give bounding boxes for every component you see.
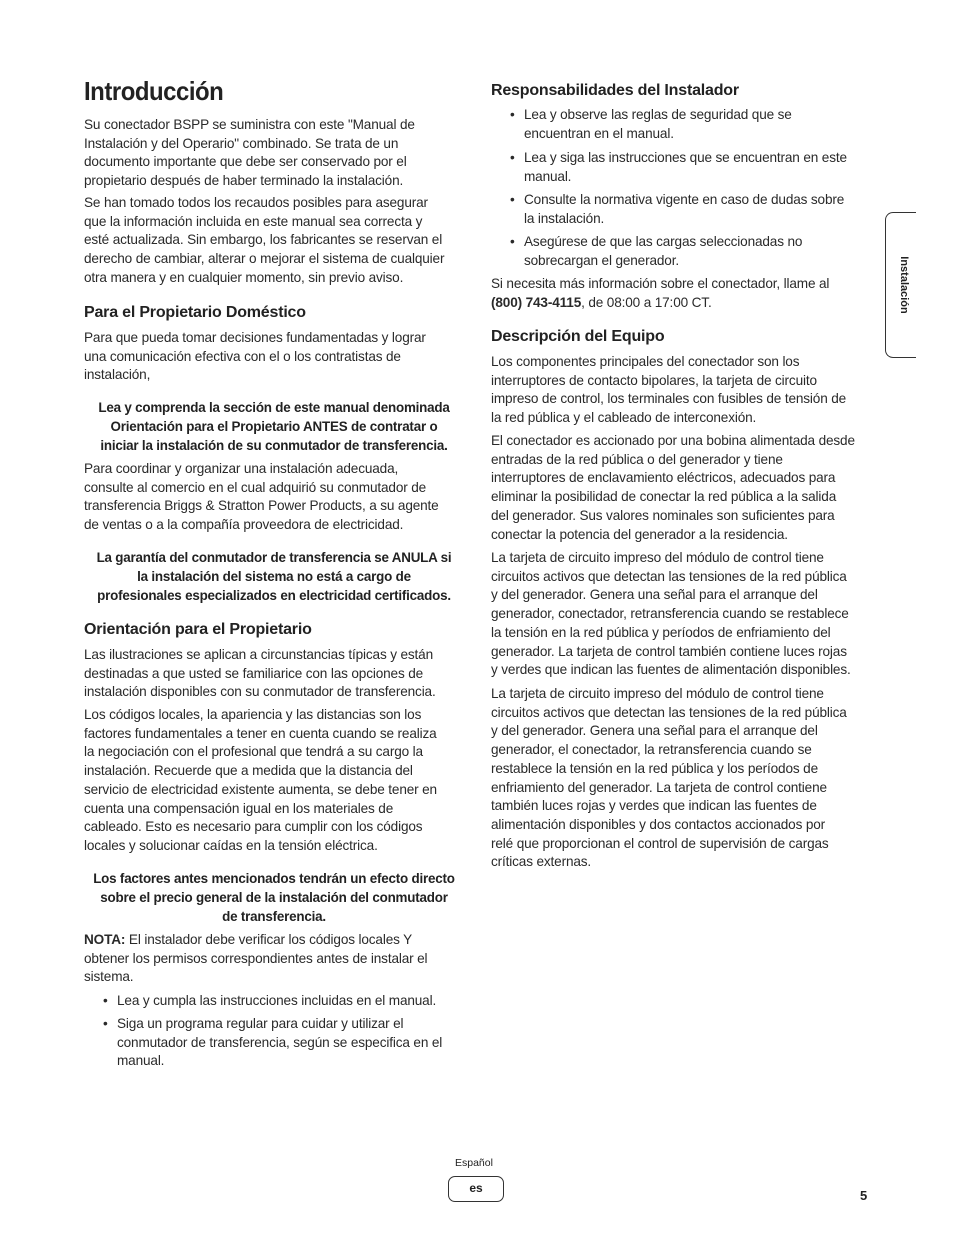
bullet-line: conmutador de transferencia, según se especifica en el bbox=[117, 1034, 443, 1050]
note-label: NOTA: bbox=[84, 932, 126, 947]
language-label: Español bbox=[455, 1157, 493, 1169]
note-line-1: El instalador debe verificar los códigos locales Y bbox=[125, 932, 413, 947]
equipment-paragraph-2 bbox=[491, 432, 855, 544]
equipment-paragraph-3 bbox=[491, 549, 851, 680]
owner-bold-notice-2 bbox=[84, 548, 464, 605]
text-line: generador, el conectador, la retransferencia cuando se bbox=[491, 742, 812, 758]
text-line: la red pública y el cableado de interconexión. bbox=[491, 410, 757, 426]
text-line: generador, conectador, retransferencia cuando se restablece bbox=[491, 606, 849, 622]
text-line: cuenta una compensación igual en los materiales de bbox=[84, 800, 394, 816]
contact-phone: (800) 743-4115 bbox=[491, 294, 582, 310]
orientation-bullet-2 bbox=[103, 1015, 443, 1071]
bullet-dot: • bbox=[103, 993, 108, 1008]
note-line-2: obtener los permisos correspondientes antes de instalar el bbox=[84, 950, 428, 966]
text-line: consulte al comercio en el cual adquirió su conmutador de bbox=[84, 479, 427, 495]
text-line: transferencia Briggs & Stratton Power Products, a su agente bbox=[84, 498, 439, 514]
text-line: Orientación para el Propietario ANTES de contratar o bbox=[110, 419, 438, 434]
text-line: Se han tomado todos los recaudos posibles para asegurar bbox=[84, 195, 428, 210]
text-line: restablece la tensión en la red pública y los períodos de bbox=[491, 760, 818, 776]
bullet-dot: • bbox=[510, 107, 515, 122]
owner-bold-notice-1 bbox=[84, 398, 464, 455]
bullet-line: Siga un programa regular para cuidar y utilizar el bbox=[117, 1016, 404, 1031]
page-title: Introducción bbox=[84, 76, 224, 106]
text-line: circuitos activos que detectan las tensiones de la red pública bbox=[491, 704, 847, 720]
contact-line-1: Si necesita más información sobre el conectador, llame al bbox=[491, 276, 830, 291]
text-line: enfriamiento del generador. La tarjeta de control contiene bbox=[491, 779, 827, 795]
text-line: Para coordinar y organizar una instalación adecuada, bbox=[84, 461, 399, 476]
text-line: conectar la potencia del generador a la residencia. bbox=[491, 526, 788, 542]
text-line: Los códigos locales, la apariencia y las distancias son los bbox=[84, 707, 422, 722]
text-line: esté actualizada. Sin embargo, los fabricantes se reservan el bbox=[84, 232, 443, 248]
text-line: cableado. Esto es necesario para cumplir con los códigos bbox=[84, 819, 423, 835]
text-line: generador. La tarjeta de control también contiene luces rojas bbox=[491, 643, 847, 659]
bullet-dot: • bbox=[510, 150, 515, 165]
text-line: propietario después de haber terminado la instalación. bbox=[84, 173, 404, 189]
text-line: y del generador. Genera una señal para el arranque del bbox=[491, 587, 818, 603]
bullet-line: Consulte la normativa vigente en caso de dudas sobre bbox=[524, 192, 845, 207]
intro-paragraph-1 bbox=[84, 116, 415, 191]
text-line: iniciar la instalación de su conmutador de transferencia. bbox=[100, 438, 448, 453]
text-line: de ventas o a la compañía proveedora de electricidad. bbox=[84, 517, 404, 533]
text-line: y verdes que indican las fuentes de alimentación disponibles. bbox=[491, 662, 851, 678]
bullet-line: manual. bbox=[117, 1053, 165, 1069]
text-line: Las ilustraciones se aplican a circunstancias típicas y están bbox=[84, 647, 434, 662]
text-line: instalación disponibles con su conmutador de transferencia. bbox=[84, 684, 436, 700]
bullet-line: Lea y observe las reglas de seguridad que se bbox=[524, 107, 792, 122]
installer-bullet-4 bbox=[510, 233, 803, 270]
orientation-bullet-1 bbox=[103, 992, 437, 1011]
installer-contact bbox=[491, 275, 829, 312]
text-line: que la información incluida en este manual sea correcta y bbox=[84, 213, 423, 229]
text-line: la instalación del sistema no está a cargo de bbox=[137, 569, 411, 584]
text-line: interruptores de enclavamiento eléctricos, adecuados para bbox=[491, 470, 836, 486]
section-tab-label: Instalación bbox=[898, 256, 910, 314]
orientation-bold-notice bbox=[84, 869, 464, 926]
text-line: Los factores antes mencionados tendrán un efecto directo bbox=[93, 871, 455, 886]
text-line: La garantía del conmutador de transferencia se ANULA si bbox=[96, 550, 452, 565]
text-line: profesionales especializados en electricidad certificados. bbox=[97, 588, 451, 603]
bullet-dot: • bbox=[510, 192, 515, 207]
text-line: relé que proporcionan el control de supervisión de cargas bbox=[491, 835, 829, 851]
text-line: y del generador. Genera una señal para el arranque del bbox=[491, 723, 818, 739]
intro-paragraph-2 bbox=[84, 194, 444, 288]
note-line-3: sistema. bbox=[84, 969, 134, 985]
text-line: Su conectador BSPP se suministra con este "Manual de bbox=[84, 117, 415, 132]
text-line: otra manera y en cualquier momento, sin previo aviso. bbox=[84, 269, 404, 285]
text-line: factores fundamentales a tener en cuenta cuando se realiza bbox=[84, 725, 437, 741]
text-line: Los componentes principales del conectador son los bbox=[491, 354, 800, 369]
bullet-line: Lea y cumpla las instrucciones incluidas en el manual. bbox=[117, 993, 437, 1008]
text-line: Lea y comprenda la sección de este manual denominada bbox=[98, 400, 450, 415]
owner-paragraph-2 bbox=[84, 460, 439, 535]
installer-heading: Responsabilidades del Instalador bbox=[491, 82, 739, 99]
text-line: una comunicación efectiva con el o los contratistas de bbox=[84, 348, 401, 364]
text-line: servicio de electricidad existente aumenta, se debe tener en bbox=[84, 781, 437, 797]
bullet-dot: • bbox=[510, 234, 515, 249]
text-line: instalación, bbox=[84, 367, 151, 383]
text-line: del generador. Sus valores nominales son suficientes para bbox=[491, 507, 835, 523]
text-line: La tarjeta de circuito impreso del módulo de control tiene bbox=[491, 686, 824, 701]
owner-paragraph-1 bbox=[84, 329, 426, 385]
text-line: circuitos activos que detectan las tensiones de la red pública bbox=[491, 568, 847, 584]
text-line: la tensión en la red pública y períodos de enfriamiento del bbox=[491, 624, 831, 640]
orientation-paragraph-1 bbox=[84, 646, 436, 702]
installer-bullet-3 bbox=[510, 191, 845, 228]
equipment-paragraph-1 bbox=[491, 353, 846, 428]
text-line: derecho de cambiar, alterar o mejorar el sistema de cualquier bbox=[84, 251, 445, 267]
language-code-badge: es bbox=[448, 1176, 504, 1202]
text-line: Para que pueda tomar decisiones fundamentadas y lograr bbox=[84, 330, 426, 345]
text-line: alimentación disponibles y dos contactos accionados por bbox=[491, 816, 826, 832]
text-line: locales y solucionar caídas en la tensión eléctrica. bbox=[84, 837, 378, 853]
text-line: críticas externas. bbox=[491, 854, 592, 870]
text-line: instalación. Recuerde que a medida que la distancia del bbox=[84, 763, 413, 779]
bullet-line: Lea y siga las instrucciones que se encuentran en este bbox=[524, 150, 847, 165]
text-line: también luces rojas y verdes que indican las fuentes de bbox=[491, 798, 817, 814]
orientation-heading: Orientación para el Propietario bbox=[84, 621, 312, 638]
text-line: la negociación con el profesional que tendrá a su cargo la bbox=[84, 744, 423, 760]
contact-hours: , de 08:00 a 17:00 CT. bbox=[581, 294, 712, 310]
text-line: sobre el precio general de la instalación del conmutador bbox=[100, 890, 448, 905]
text-line: entradas de la red pública o del generador y tiene bbox=[491, 451, 783, 467]
page-number: 5 bbox=[860, 1188, 868, 1203]
text-line: documento importante que debe ser conservado por el bbox=[84, 154, 407, 170]
text-line: interruptores de contacto bipolares, la tarjeta de circuito bbox=[491, 372, 817, 388]
text-line: El conectador es accionado por una bobina alimentada desde bbox=[491, 433, 855, 448]
bullet-line: encuentran en el manual. bbox=[524, 125, 674, 141]
bullet-line: la instalación. bbox=[524, 210, 605, 226]
text-line: Instalación y del Operario" combinado. Se trata de un bbox=[84, 135, 399, 151]
owner-heading: Para el Propietario Doméstico bbox=[84, 304, 306, 321]
text-line: La tarjeta de circuito impreso del módulo de control tiene bbox=[491, 550, 824, 565]
equipment-heading: Descripción del Equipo bbox=[491, 328, 665, 345]
orientation-paragraph-2 bbox=[84, 706, 437, 856]
text-line: impreso de control, los terminales con fusibles de tensión de bbox=[491, 391, 847, 407]
bullet-line: Asegúrese de que las cargas seleccionadas no bbox=[524, 234, 803, 249]
bullet-line: manual. bbox=[524, 168, 572, 184]
text-line: eliminar la posibilidad de conectar la red pública a la salida bbox=[491, 489, 837, 505]
note-paragraph bbox=[84, 931, 427, 987]
installer-bullet-2 bbox=[510, 149, 847, 186]
text-line: destinadas a que usted se familiarice con las opciones de bbox=[84, 665, 424, 681]
equipment-paragraph-4 bbox=[491, 685, 847, 872]
text-line: de transferencia. bbox=[222, 909, 326, 924]
installer-bullet-1 bbox=[510, 106, 792, 143]
bullet-dot: • bbox=[103, 1016, 108, 1031]
bullet-line: sobrecargan el generador. bbox=[524, 252, 679, 268]
